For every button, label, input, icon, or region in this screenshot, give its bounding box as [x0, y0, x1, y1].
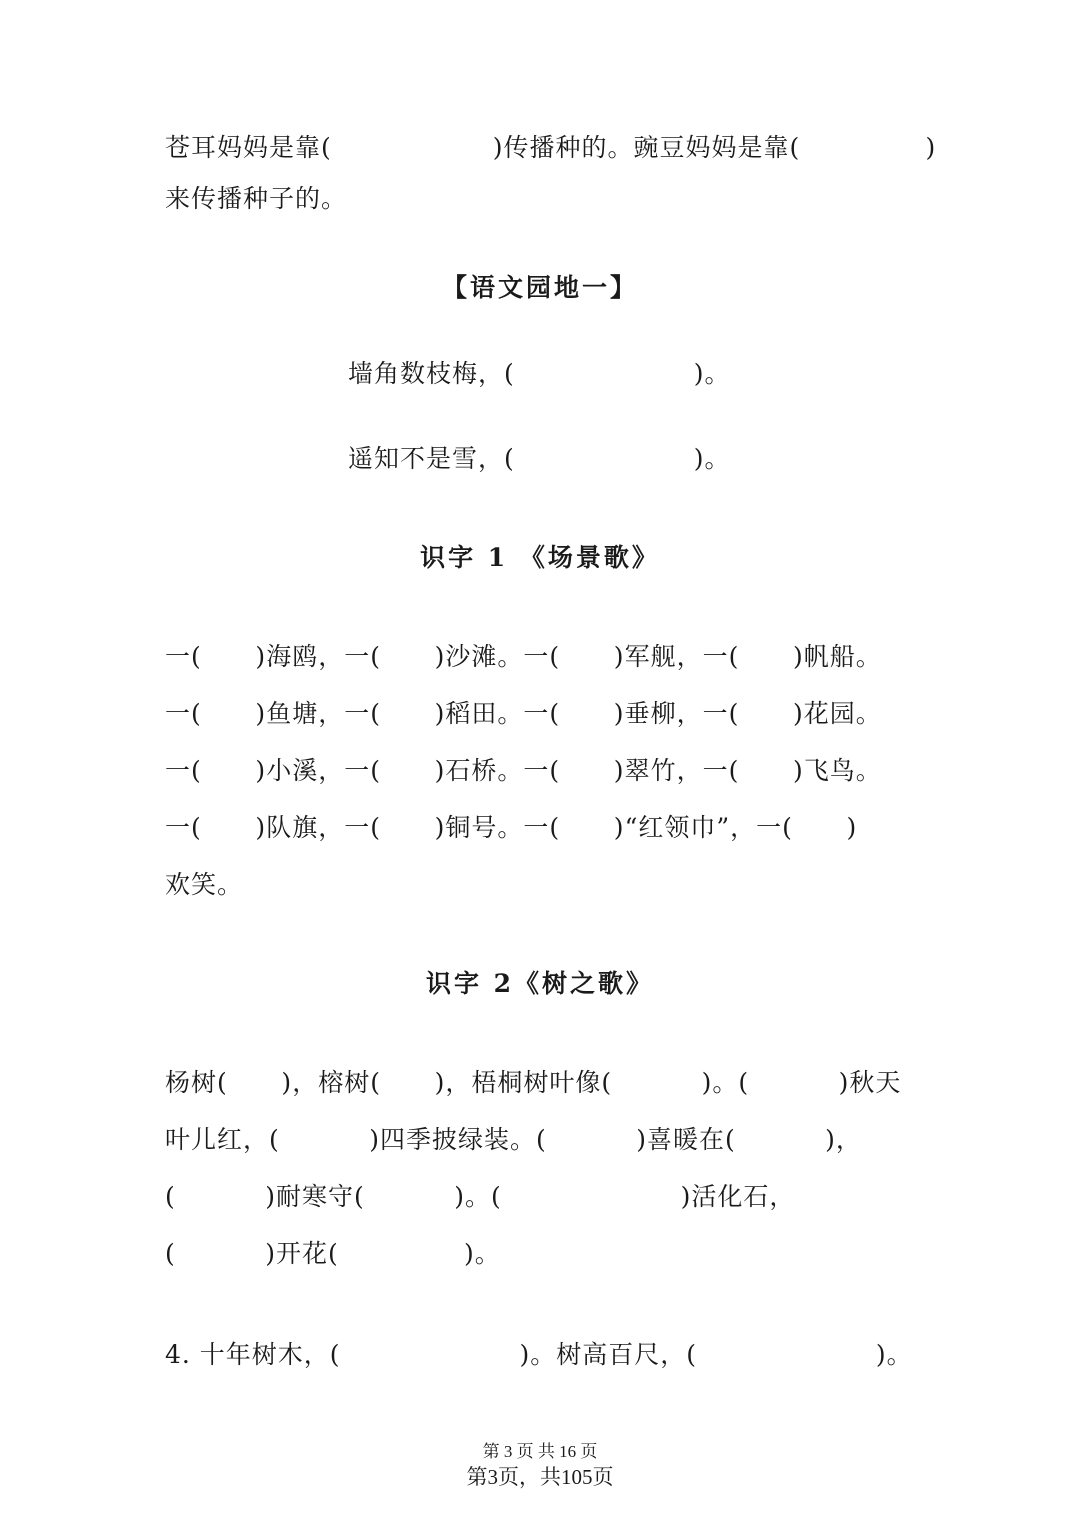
tree-line-1: 杨树( )，榕树( )，梧桐树叶像( )。( )秋天	[165, 1068, 902, 1097]
poem-line-2: 遥知不是雪，( )。	[348, 444, 731, 473]
tree-line-3: ( )耐寒守( )。( )活化石，	[165, 1182, 796, 1211]
scene-line-1: 一( )海鸥，一( )沙滩。一( )军舰，一( )帆船。	[165, 642, 882, 671]
question-4-line: 4. 十年树木，( )。树高百尺，( )。	[165, 1340, 913, 1369]
tree-line-4: ( )开花( )。	[165, 1239, 501, 1268]
page-number-of-16: 第 3 页 共 16 页	[482, 1442, 598, 1461]
section-title-shizi-1: 识字 1 《场景歌》	[420, 543, 660, 572]
section-title-yuwen-yuandi: 【语文园地一】	[441, 273, 638, 302]
scene-line-5: 欢笑。	[165, 870, 244, 899]
tree-line-2: 叶儿红，( )四季披绿装。( )喜暖在( )，	[165, 1125, 862, 1154]
seed-line-2: 来传播种子的。	[165, 184, 348, 213]
scene-line-4: 一( )队旗，一( )铜号。一( )“红领巾”，一( )	[165, 813, 858, 842]
scene-line-2: 一( )鱼塘，一( )稻田。一( )垂柳，一( )花园。	[165, 699, 882, 728]
seed-line-1: 苍耳妈妈是靠( )传播种的。豌豆妈妈是靠( )	[165, 133, 937, 162]
section-title-shizi-2: 识字 2《树之歌》	[425, 969, 655, 998]
scene-line-3: 一( )小溪，一( )石桥。一( )翠竹，一( )飞鸟。	[165, 756, 882, 785]
page-number-of-105: 第3页，共105页	[466, 1465, 614, 1489]
poem-line-1: 墙角数枝梅，( )。	[348, 359, 731, 388]
